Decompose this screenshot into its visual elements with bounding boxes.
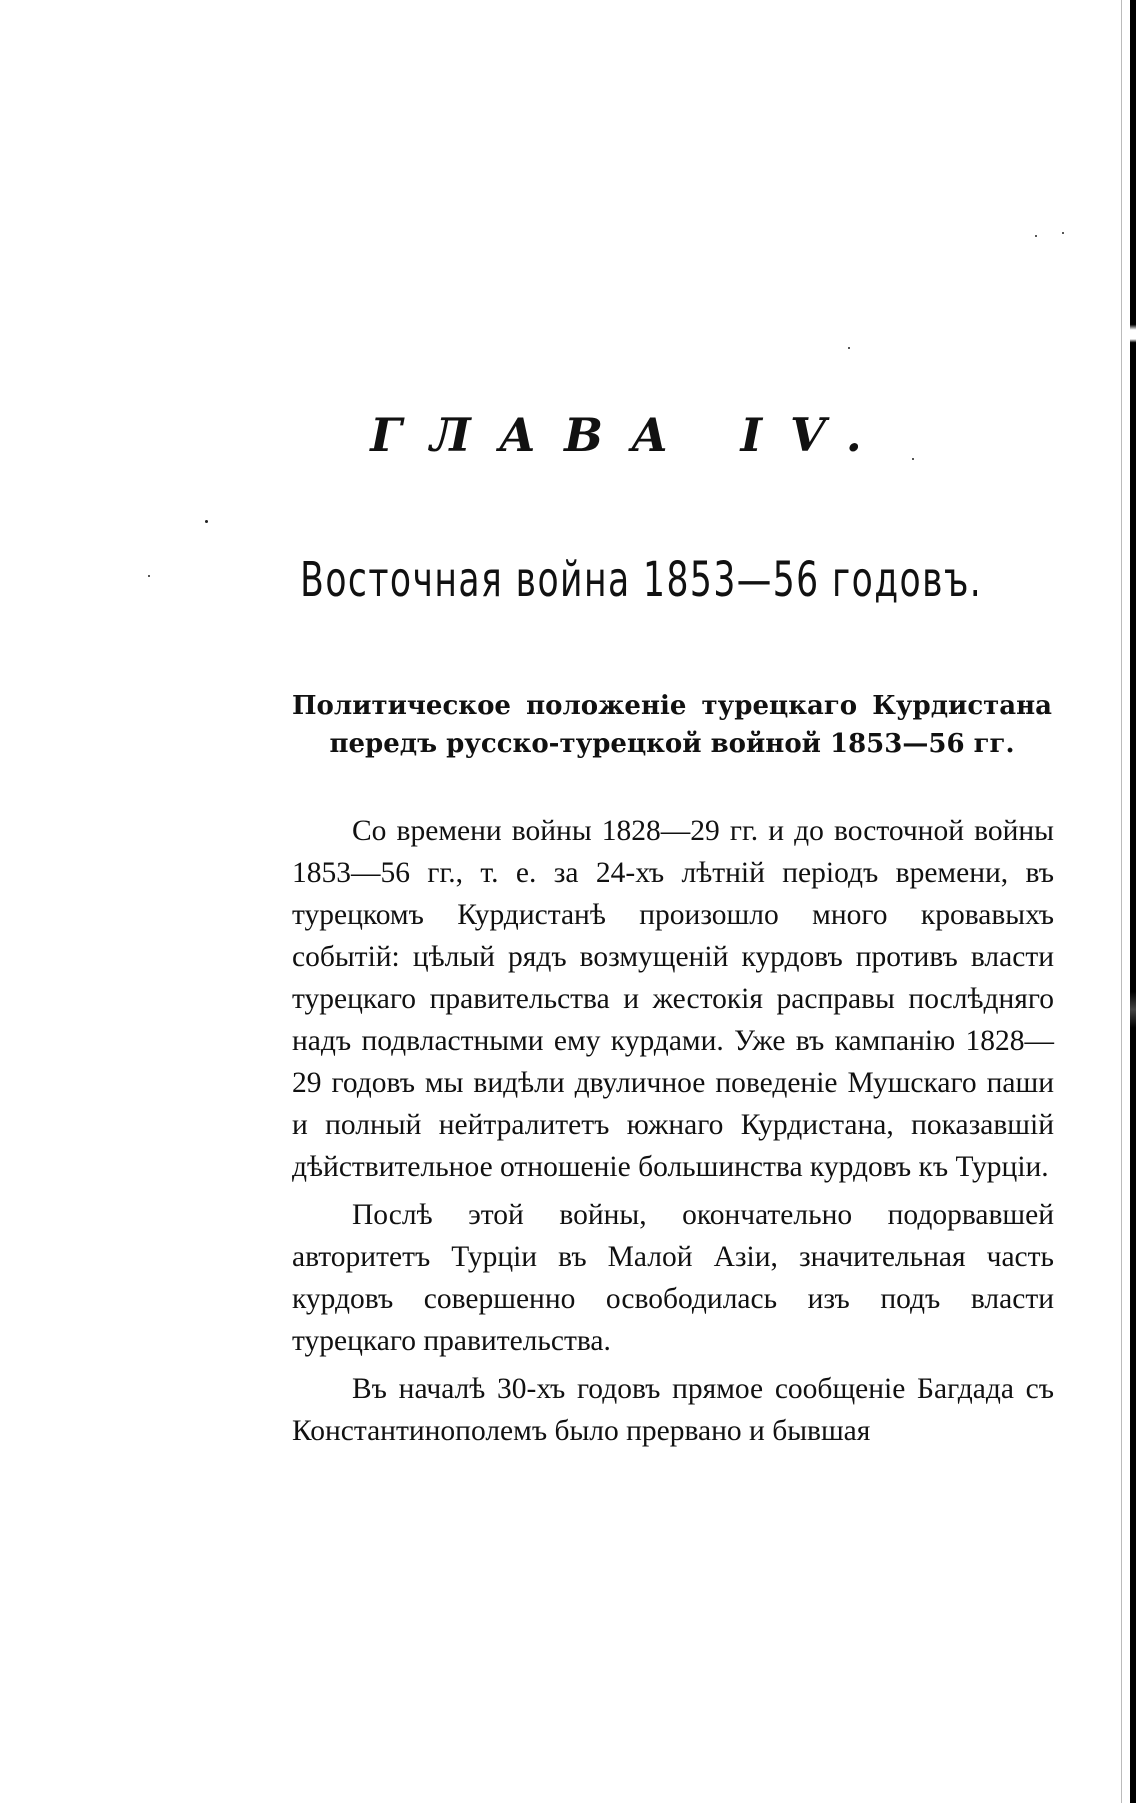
paragraph: Послѣ этой войны, окончательно подорвавшей авторитетъ Турціи въ Малой Азіи, значительная часть курдовъ совершенно освободилась изъ подъ власти турецкаго правительства. <box>292 1199 1054 1357</box>
paragraph: Въ началѣ 30-хъ годовъ прямое сообщеніе Багдада съ Константинополемъ было прервано и бывшая <box>292 1373 1054 1447</box>
scan-speck <box>205 520 208 523</box>
chapter-title: ГЛАВА IV. <box>370 408 890 462</box>
scan-speck <box>1035 235 1037 237</box>
scan-speck <box>848 347 850 349</box>
paragraph: Со времени войны 1828—29 гг. и до восточной войны 1853—56 гг., т. е. за 24-хъ лѣтній періодъ времени, въ турецкомъ Курдистанѣ произошло много кровавыхъ событій: цѣлый рядъ возмущеній курдовъ противъ власти турецкаго правительства и жестокія расправы послѣдняго надъ подвластными ему курдами. Уже въ кампанію 1828—29 годовъ мы видѣли двуличное поведеніе Мушскаго паши и полный нейтралитетъ южнаго Курдистана, показавшій дѣйствительное отношеніе большинства курдовъ къ Турціи. <box>292 815 1054 1183</box>
scan-edge-line <box>1121 0 1122 1803</box>
body-text <box>292 810 1054 1458</box>
scan-speck <box>148 575 150 577</box>
scan-edge-shadow <box>1130 0 1136 1803</box>
chapter-subtitle: Восточная война 1853—56 годовъ. <box>300 552 983 608</box>
section-heading: Политическое положеніе турецкаго Курдистана передъ русско-турецкой войной 1853—56 гг. <box>292 691 1052 759</box>
scan-speck <box>1062 232 1064 234</box>
